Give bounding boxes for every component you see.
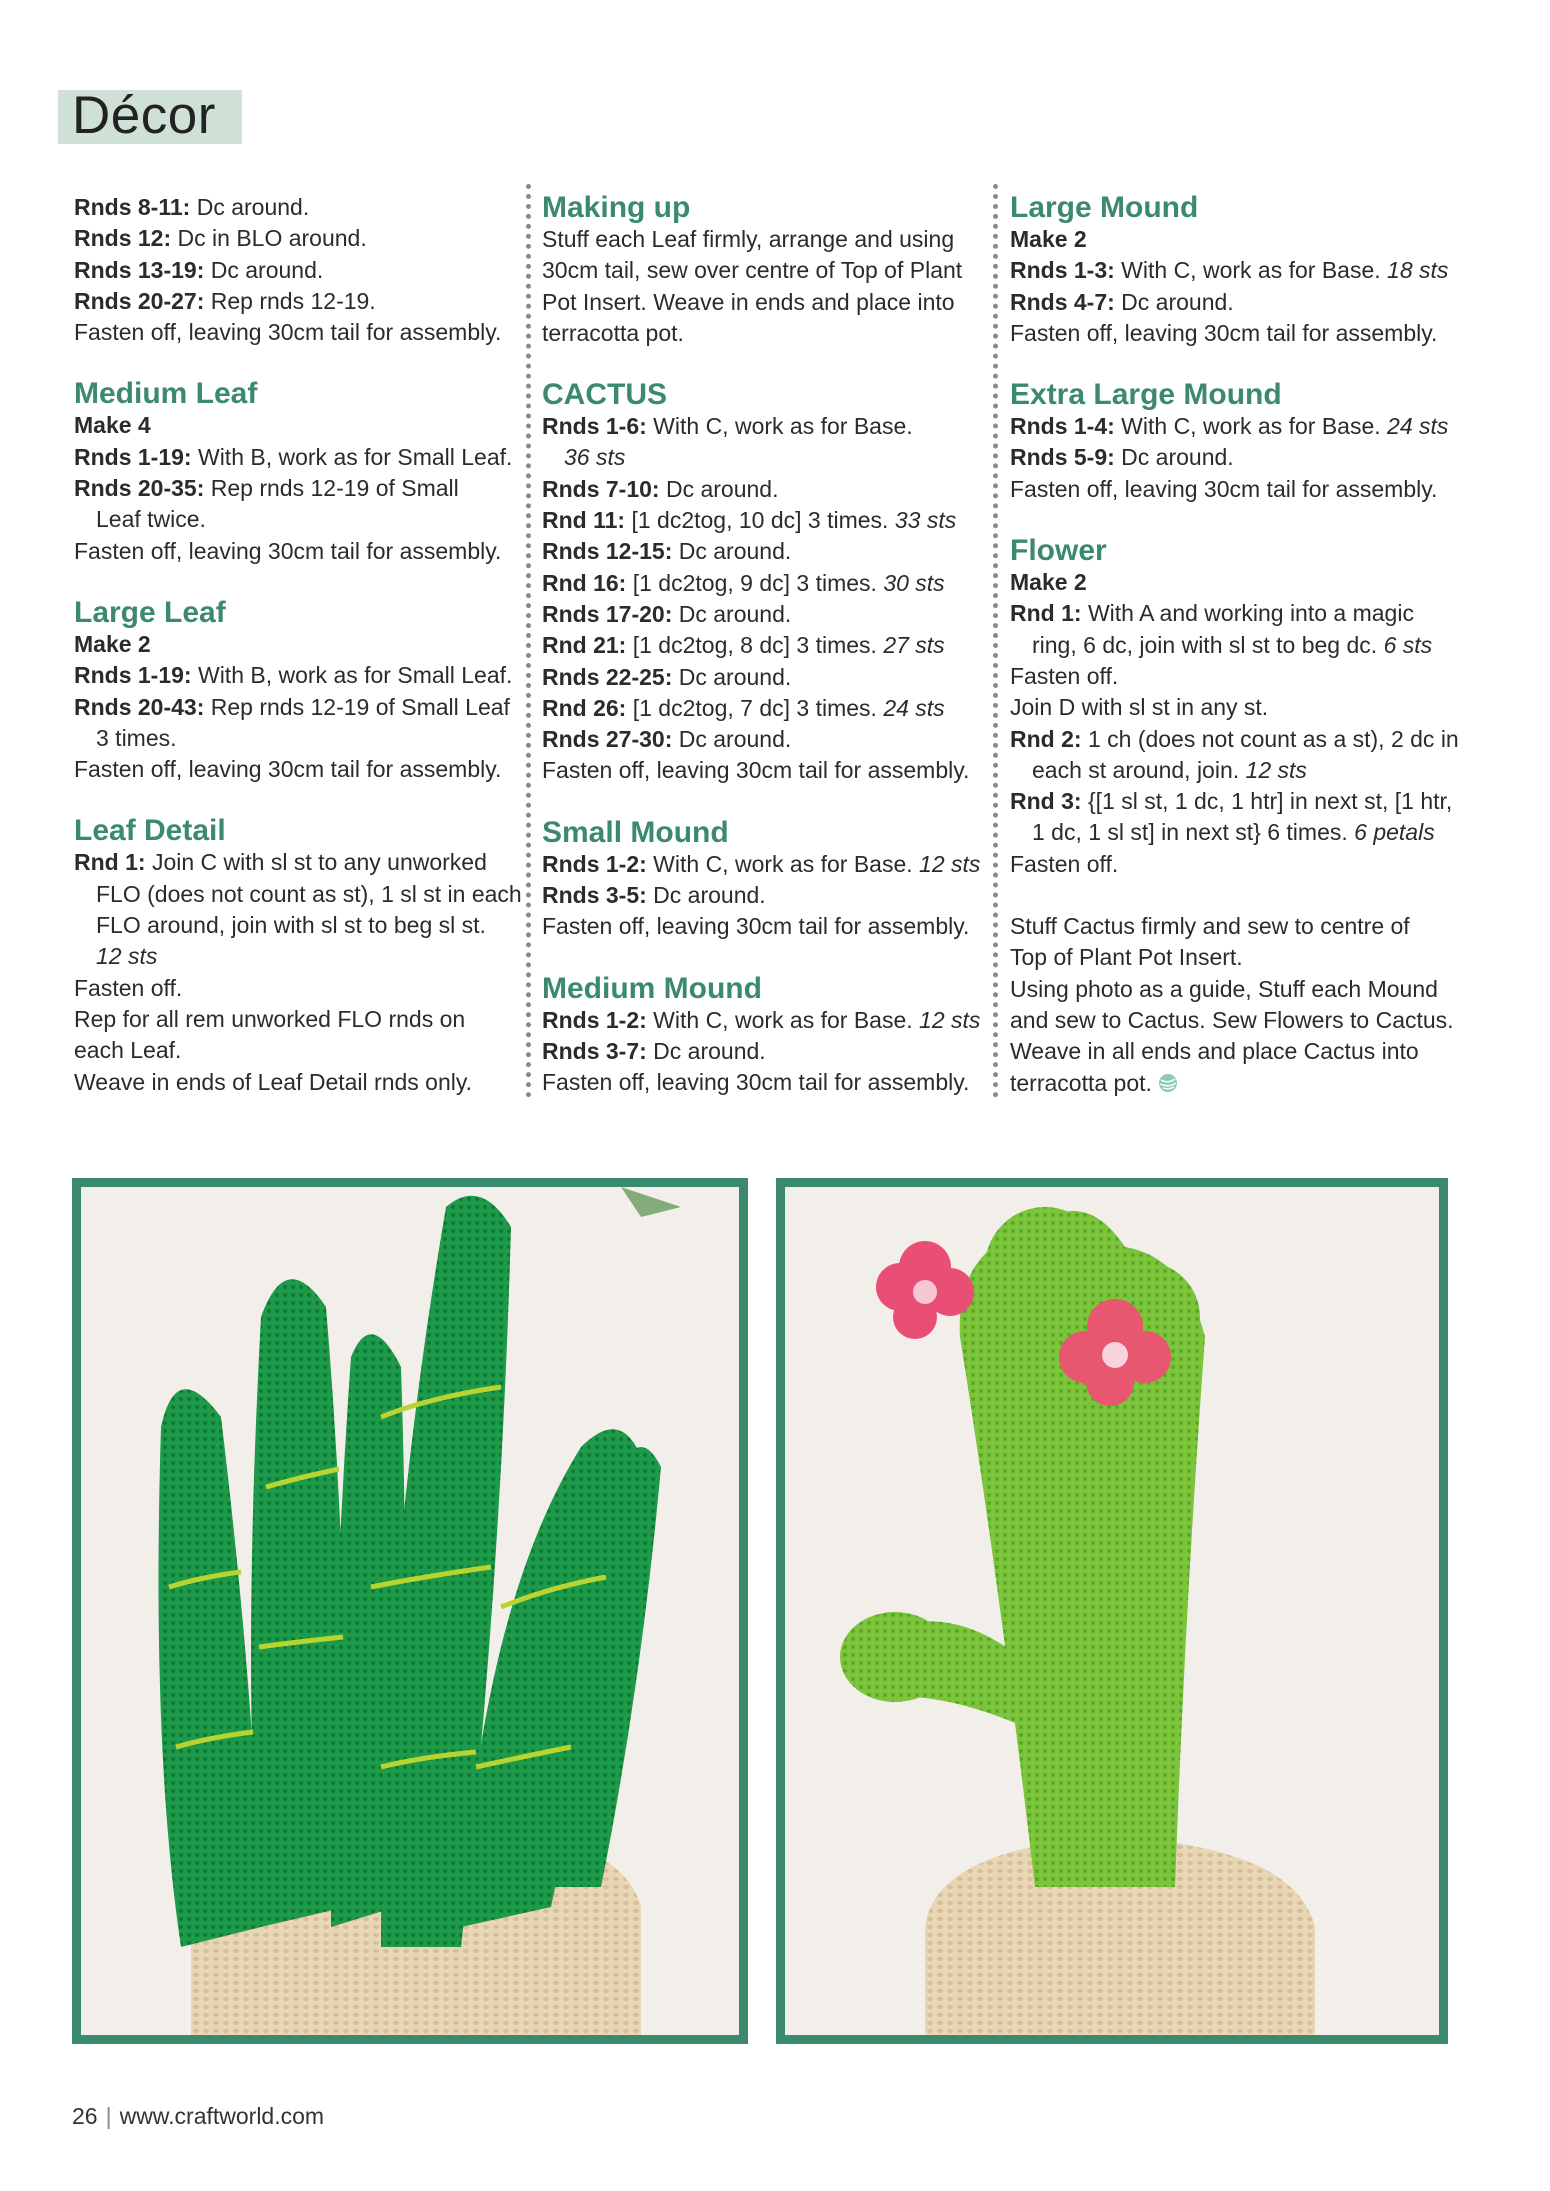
heading-large-mound: Large Mound (1010, 191, 1199, 224)
pattern-line: Rnds 27-30: Dc around. (542, 726, 792, 753)
heading-extra-large-mound: Extra Large Mound (1010, 378, 1282, 412)
pattern-line: Fasten off. (1010, 850, 1119, 877)
pattern-line: terracotta pot. (1010, 1068, 1465, 1099)
heading-leaf-detail: Leaf Detail (74, 814, 226, 848)
pattern-line: Rnd 21: [1 dc2tog, 8 dc] 3 times. 27 sts (542, 632, 945, 659)
heading-large-leaf: Large Leaf (74, 595, 226, 629)
pattern-line: Rnd 16: [1 dc2tog, 9 dc] 3 times. 30 sts (542, 569, 945, 596)
photo-leaf-plant (72, 1178, 748, 2044)
pattern-line: Rnds 1-4: With C, work as for Base. 24 sts (1010, 413, 1449, 440)
leaf-plant-illustration (81, 1187, 739, 2035)
pattern-line: Rnd 26: [1 dc2tog, 7 dc] 3 times. 24 sts (542, 694, 945, 721)
pattern-line: Weave in ends of Leaf Detail rnds only. (74, 1068, 473, 1095)
photo-cactus (776, 1178, 1448, 2044)
pattern-line: Rnds 3-5: Dc around. (542, 882, 766, 909)
section-title: Décor (72, 86, 216, 145)
pattern-line: Top of Plant Pot Insert. (1010, 944, 1243, 971)
pattern-line: Fasten off. (74, 974, 183, 1001)
pattern-line: Weave in all ends and place Cactus into (1010, 1038, 1419, 1065)
pattern-line: 36 sts (564, 444, 626, 471)
pattern-line: 1 dc, 1 sl st] in next st} 6 times. 6 petals (1032, 819, 1435, 846)
pattern-line: Rnds 1-19: With B, work as for Small Leaf. (74, 443, 513, 470)
heading-making-up: Making up (542, 191, 691, 224)
heading-flower: Flower (1010, 534, 1107, 568)
pattern-line: Fasten off, leaving 30cm tail for assembly. (74, 756, 502, 783)
pattern-line: Rnds 7-10: Dc around. (542, 475, 779, 502)
pattern-line: Rnd 11: [1 dc2tog, 10 dc] 3 times. 33 sts (542, 507, 957, 534)
pattern-line: Using photo as a guide, Stuff each Mound (1010, 975, 1438, 1002)
heading-medium-mound: Medium Mound (542, 971, 762, 1005)
make-count: Make 2 (1010, 226, 1087, 252)
pattern-line: Rep for all rem unworked FLO rnds on (74, 1005, 466, 1032)
pattern-line: Rnds 1-6: With C, work as for Base. (542, 413, 913, 440)
pattern-line: Stuff Cactus firmly and sew to centre of (1010, 913, 1410, 940)
cactus-illustration (785, 1187, 1439, 2035)
pattern-line: Rnds 3-7: Dc around. (542, 1037, 766, 1064)
pattern-line: 3 times. (96, 724, 177, 751)
pattern-line: each st around, join. 12 sts (1032, 756, 1307, 783)
pattern-line: Join D with sl st in any st. (1010, 694, 1269, 721)
pattern-line: Fasten off, leaving 30cm tail for assembly. (1010, 475, 1438, 502)
pattern-line: Rnds 1-3: With C, work as for Base. 18 sts (1010, 257, 1449, 284)
pattern-line: Rnds 1-2: With C, work as for Base. 12 sts (542, 850, 981, 877)
column-middle (542, 192, 997, 1099)
pattern-line: Rnds 20-27: Rep rnds 12-19. (74, 287, 376, 314)
pattern-line: 30cm tail, sew over centre of Top of Plant (542, 257, 963, 284)
website-link[interactable]: www.craftworld.com (119, 2103, 325, 2129)
pattern-line: Fasten off. (1010, 662, 1119, 689)
pattern-line: Fasten off, leaving 30cm tail for assembly. (74, 319, 502, 346)
pattern-line: 12 sts (96, 943, 158, 970)
page-number: 26 (72, 2103, 98, 2129)
pattern-line: Rnds 1-19: With B, work as for Small Leaf. (74, 662, 513, 689)
pattern-line: Rnds 13-19: Dc around. (74, 256, 324, 283)
pattern-line: Fasten off, leaving 30cm tail for assembly. (542, 757, 970, 784)
pattern-line: terracotta pot. (542, 319, 684, 346)
pattern-line: Rnds 12-15: Dc around. (542, 538, 792, 565)
heading-medium-leaf: Medium Leaf (74, 377, 258, 411)
make-count: Make 2 (1010, 569, 1087, 596)
pattern-line: Stuff each Leaf firmly, arrange and using (542, 226, 955, 252)
make-count: Make 2 (74, 630, 151, 657)
make-count: Make 4 (74, 412, 151, 439)
column-right (1010, 192, 1465, 1099)
yarn-ball-icon (1158, 1073, 1178, 1093)
pattern-line: Rnds 12: Dc in BLO around. (74, 225, 367, 252)
pattern-line: Leaf twice. (96, 506, 206, 533)
pattern-line: FLO around, join with sl st to beg sl st. (96, 912, 486, 939)
pattern-line: Rnds 20-35: Rep rnds 12-19 of Small (74, 475, 459, 502)
pattern-line: Fasten off, leaving 30cm tail for assembly. (1010, 319, 1438, 346)
pattern-line: Rnds 1-2: With C, work as for Base. 12 sts (542, 1006, 981, 1033)
pattern-line: Rnds 20-43: Rep rnds 12-19 of Small Leaf (74, 693, 510, 720)
heading-small-mound: Small Mound (542, 815, 729, 849)
pattern-line: and sew to Cactus. Sew Flowers to Cactus. (1010, 1006, 1454, 1033)
pattern-line: Rnds 8-11: Dc around. (74, 194, 310, 220)
pattern-line: Rnds 5-9: Dc around. (1010, 444, 1234, 471)
pattern-line: Rnds 17-20: Dc around. (542, 600, 792, 627)
pattern-line: Rnd 2: 1 ch (does not count as a st), 2 dc in (1010, 725, 1459, 752)
pattern-line: Fasten off, leaving 30cm tail for assembly. (542, 1069, 970, 1096)
pattern-line: FLO (does not count as st), 1 sl st in each (96, 880, 522, 907)
pattern-line: Pot Insert. Weave in ends and place into (542, 288, 955, 315)
pattern-line: Fasten off, leaving 30cm tail for assembly. (542, 913, 970, 940)
pattern-line: Rnd 1: With A and working into a magic (1010, 600, 1414, 627)
pattern-line: Fasten off, leaving 30cm tail for assembly. (74, 537, 502, 564)
pattern-line: Rnds 22-25: Dc around. (542, 663, 792, 690)
pattern-line: Rnd 3: {[1 sl st, 1 dc, 1 htr] in next st, [1 htr, (1010, 788, 1453, 815)
pattern-line: ring, 6 dc, join with sl st to beg dc. 6 sts (1032, 631, 1433, 658)
pattern-line: Rnds 4-7: Dc around. (1010, 288, 1234, 315)
page-footer: 26 | www.craftworld.com (72, 2103, 325, 2129)
heading-cactus: CACTUS (542, 378, 667, 412)
pattern-line: Rnd 1: Join C with sl st to any unworked (74, 849, 487, 876)
column-left (74, 192, 529, 1098)
pattern-line: each Leaf. (74, 1037, 182, 1064)
